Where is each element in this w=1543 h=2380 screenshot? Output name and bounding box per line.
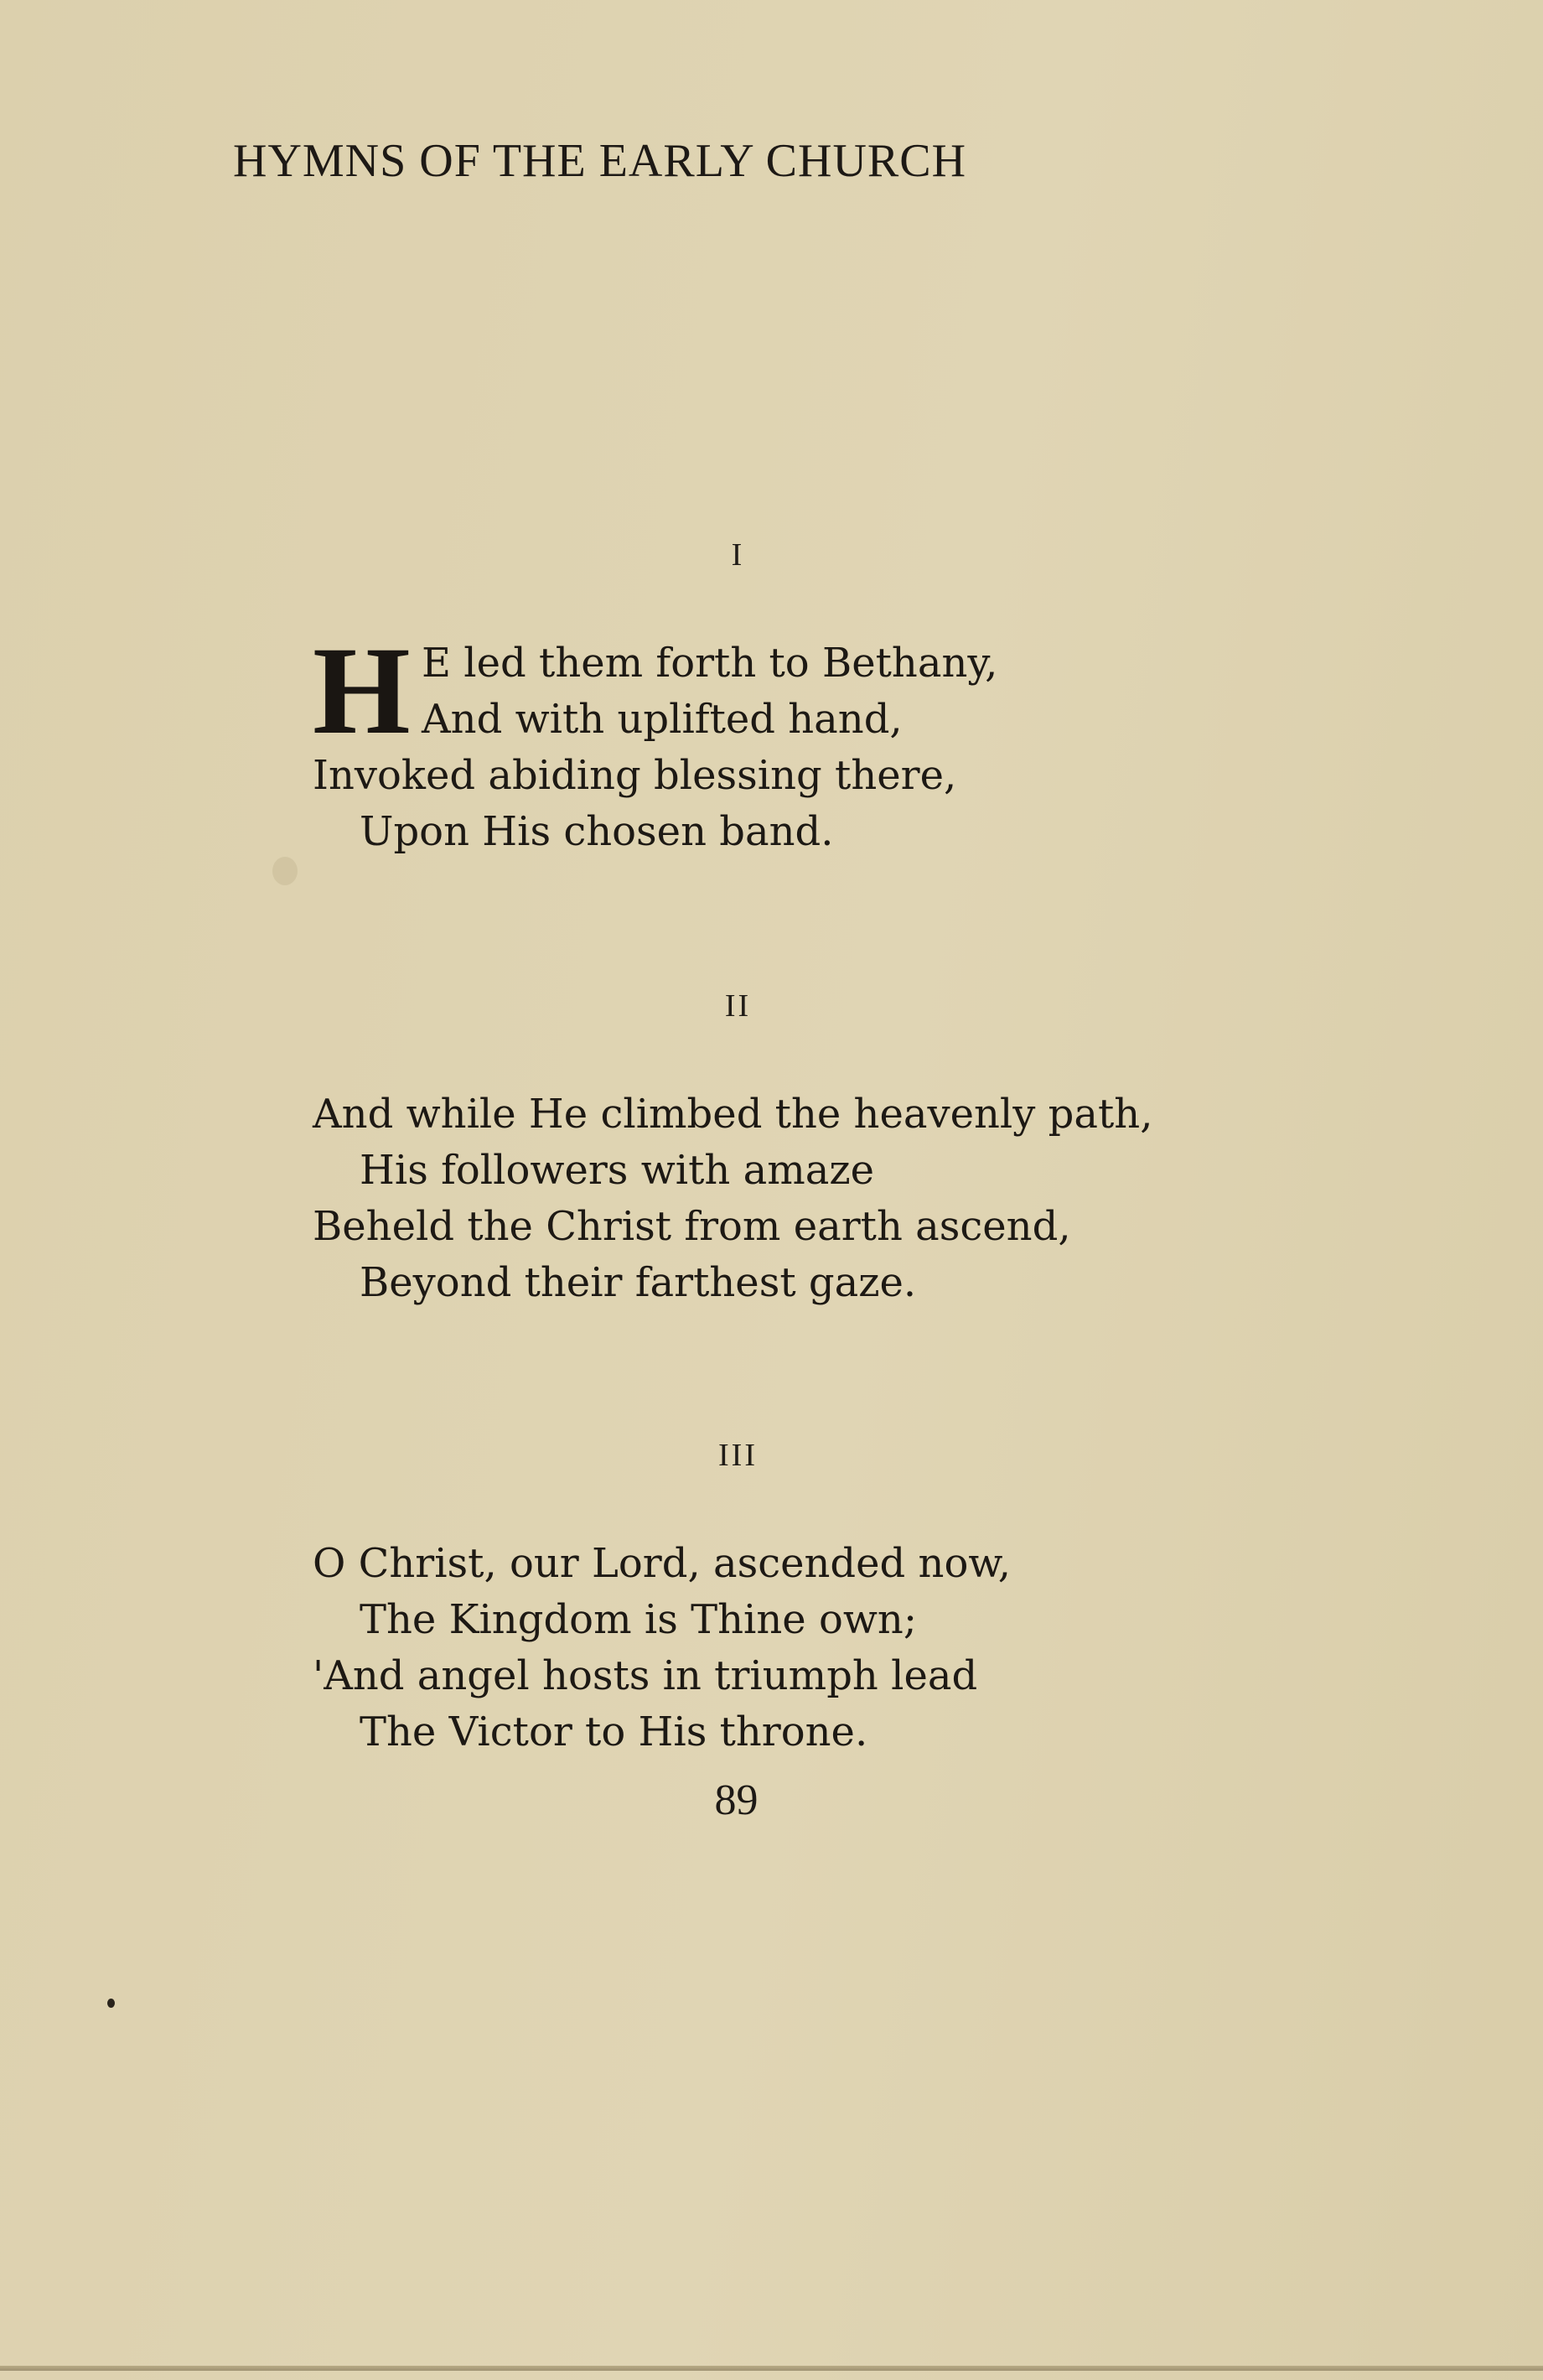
paper-speck — [107, 1999, 115, 2008]
stanza-3 — [313, 1536, 1011, 1760]
stanza-3-line-1: O Christ, our Lord, ascended now, — [313, 1540, 1011, 1587]
stanza-3-line-4: The Victor to His throne. — [360, 1709, 868, 1755]
paper-stain — [272, 857, 298, 885]
stanza-1 — [313, 621, 998, 860]
stanza-1-line-3: Invoked abiding blessing there, — [313, 752, 957, 799]
page-bottom-edge — [0, 2366, 1543, 2371]
stanza-2-line-4: Beyond their farthest gaze. — [360, 1259, 917, 1306]
stanza-2 — [313, 1086, 1152, 1311]
stanza-numeral-1: I — [731, 537, 745, 573]
page-number: 89 — [714, 1776, 759, 1824]
stanza-3-line-3: 'And angel hosts in triumph lead — [313, 1652, 978, 1699]
stanza-1-line-4: Upon His chosen band. — [360, 808, 834, 855]
stanza-3-line-2: The Kingdom is Thine own; — [360, 1596, 918, 1643]
stanza-2-line-2: His followers with amaze — [360, 1147, 875, 1194]
stanza-2-line-1: And while He climbed the heavenly path, — [313, 1091, 1153, 1138]
running-head: HYMNS OF THE EARLY CHURCH — [233, 135, 967, 187]
stanza-1-line-2: And with uplifted hand, — [422, 696, 903, 743]
dropcap-block — [313, 621, 998, 760]
stanza-2-line-3: Beheld the Christ from earth ascend, — [313, 1203, 1071, 1250]
drop-cap: H — [313, 621, 411, 760]
stanza-numeral-2: II — [724, 988, 752, 1024]
stanza-numeral-3: III — [718, 1438, 758, 1473]
stanza-1-line-1: E led them forth to Bethany, — [422, 640, 998, 687]
